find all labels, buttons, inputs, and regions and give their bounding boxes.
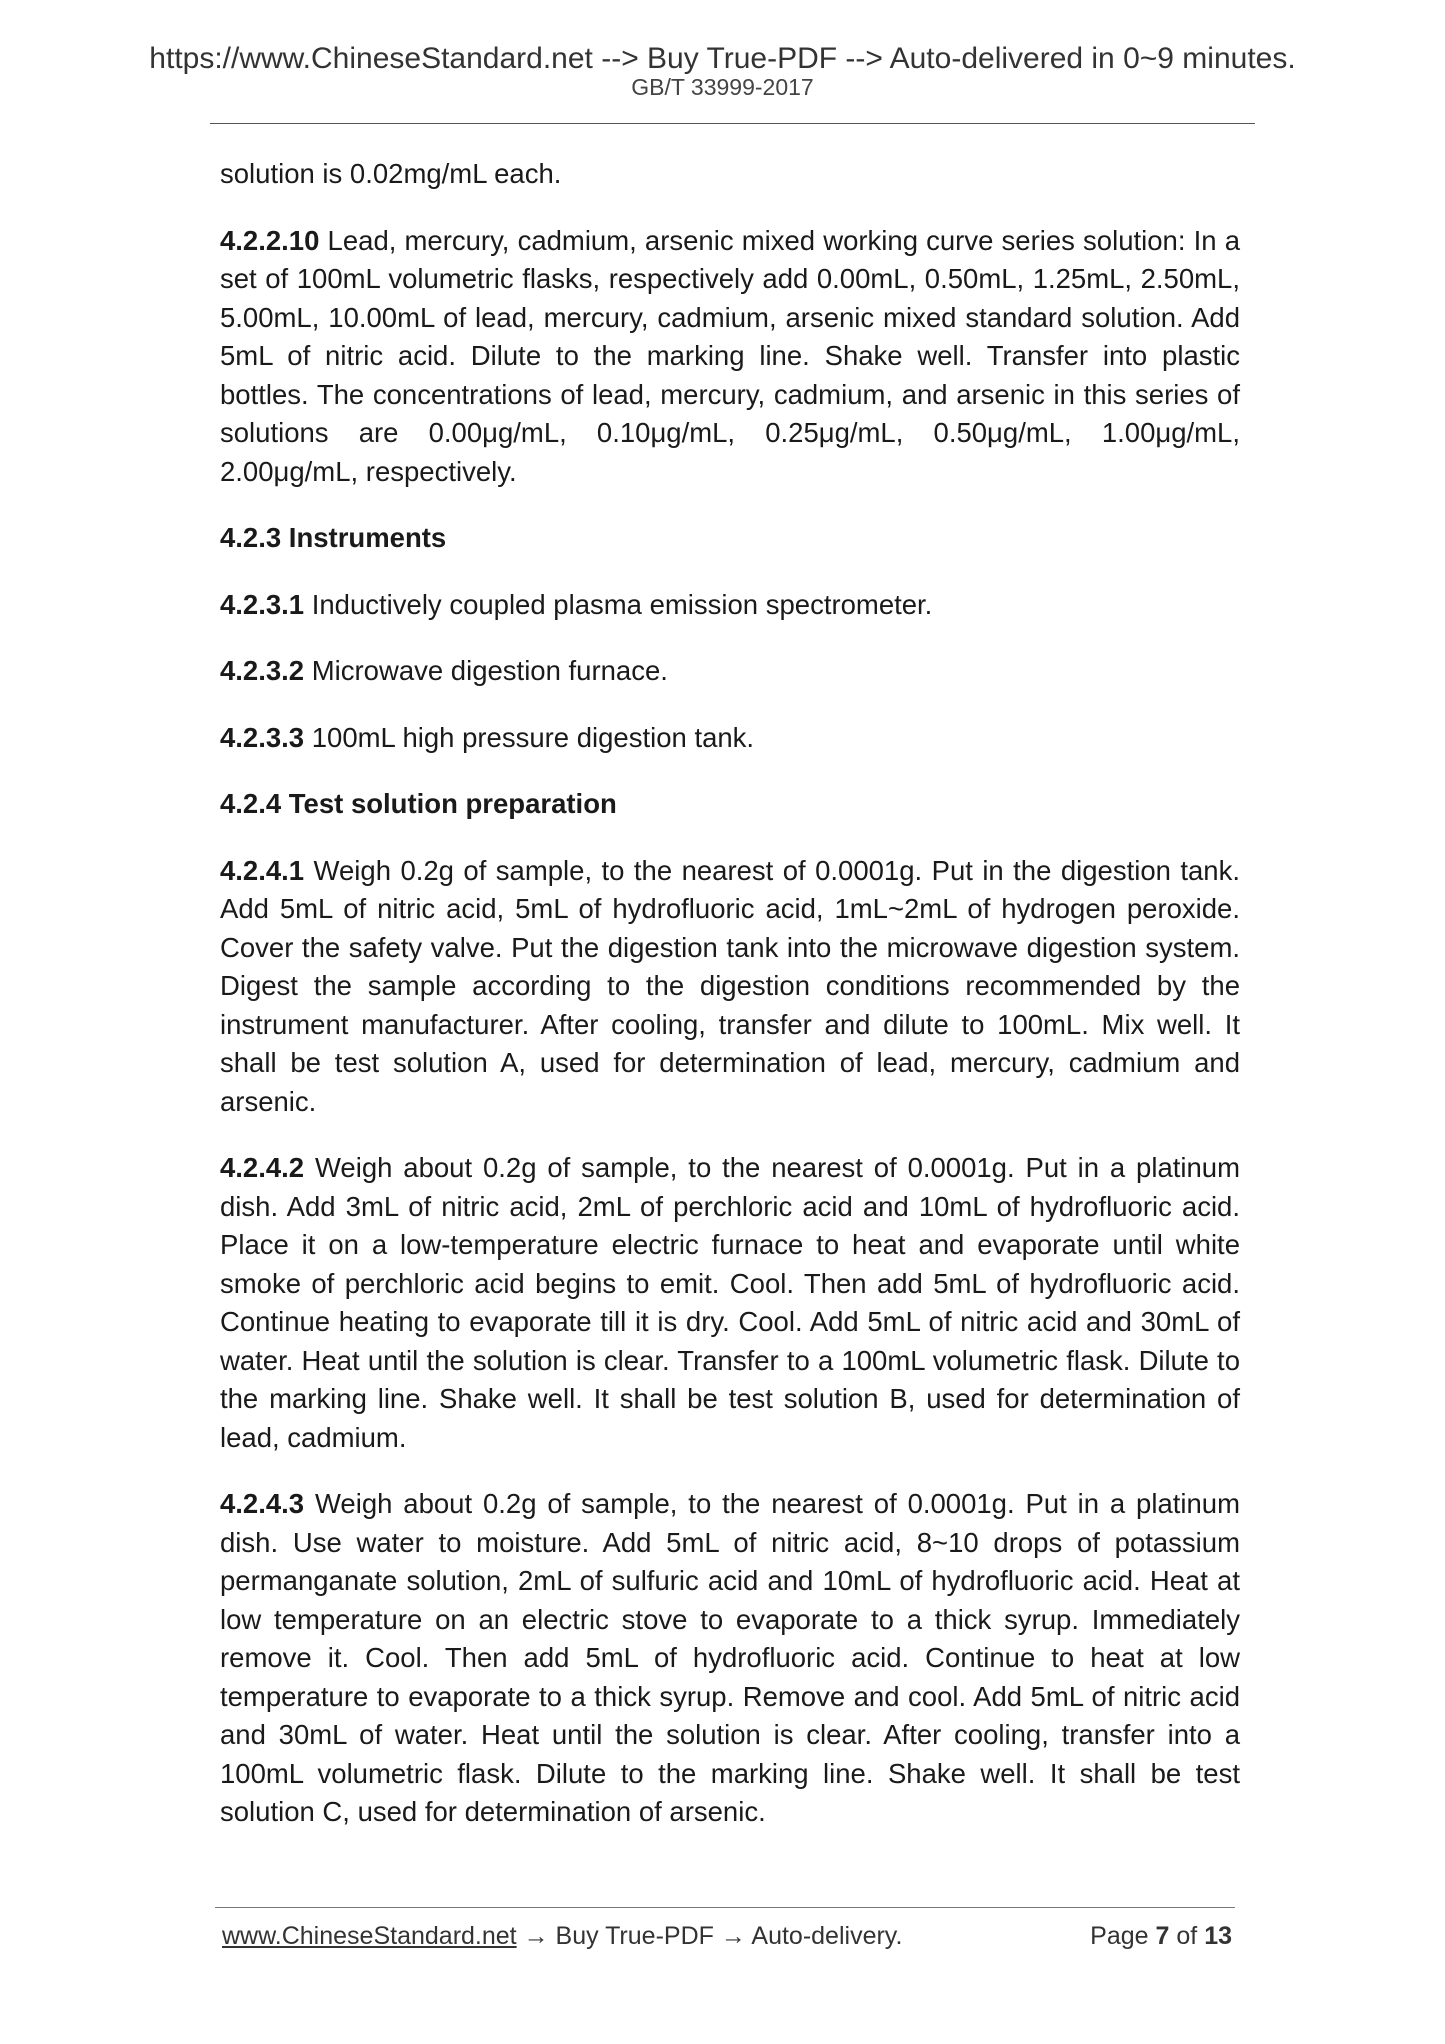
page-total: 13 (1204, 1922, 1232, 1950)
page-label: Page (1090, 1922, 1149, 1950)
clause-4-2-4-2 (220, 1149, 1240, 1457)
clause-number: 4.2.4.2 (220, 1152, 305, 1183)
paragraph-continuation: solution is 0.02mg/mL each. (220, 158, 562, 189)
footer-tagline: → Buy True-PDF → Auto-delivery. (516, 1922, 903, 1950)
document-body (220, 155, 1240, 1860)
clause-text: Lead, mercury, cadmium, arsenic mixed working curve series solution: In a set of 100mL volumetric flasks, respectively add 0.00mL, 0.50mL, 1.25mL, 2.50mL, 5.00mL, 10.00mL of lead, mercury, cadmium, arsenic mixed standard solution. Add 5mL of nitric acid. Dilute to the marking line. Shake well. Transfer into plastic bottles. The concentrations of lead, mercury, cadmium, and arsenic in this series of solutions are 0.00μg/mL, 0.10μg/mL, 0.25μg/mL, 0.50μg/mL, 1.00μg/mL, 2.00μg/mL, respectively. (220, 224, 1240, 487)
footer-divider (215, 1907, 1235, 1908)
clause-number: 4.2.3.1 (220, 588, 305, 620)
standard-code: GB/T 33999-2017 (631, 74, 814, 100)
clause-4-2-3-3 (220, 719, 1240, 758)
top-banner: https://www.ChineseStandard.net --> Buy True-PDF --> Auto-delivered in 0~9 minutes. (149, 42, 1296, 75)
clause-number: 4.2.3.3 (220, 721, 305, 753)
clause-number: 4.2.4.1 (220, 854, 305, 886)
page-counter (1090, 1918, 1232, 1954)
clause-text: Microwave digestion furnace. (304, 655, 668, 686)
clause-4-2-2-10 (220, 222, 1240, 492)
clause-4-2-4-1 (220, 852, 1240, 1122)
clause-text: Weigh about 0.2g of sample, to the nearest of 0.0001g. Put in a platinum dish. Use water to moisture. Add 5mL of nitric acid, 8~10 drops of potassium permanganate solution, 2mL of sulfuric acid and 10mL of hydrofluoric acid. Heat at low temperature on an electric stove to evaporate to a thick syrup. Immediately remove it. Cool. Then add 5mL of hydrofluoric acid. Continue to heat at low temperature to evaporate to a thick syrup. Remove and cool. Add 5mL of nitric acid and 30mL of water. Heat until the solution is clear. After cooling, transfer into a 100mL volumetric flask. Dilute to the marking line. Shake well. It shall be test solution C, used for determination of arsenic. (220, 1488, 1240, 1827)
section-heading-instruments: 4.2.3 Instruments (220, 522, 447, 553)
clause-number: 4.2.3.2 (220, 655, 305, 686)
header-divider (210, 123, 1255, 124)
clause-text: Weigh about 0.2g of sample, to the nearest of 0.0001g. Put in a platinum dish. Add 3mL of nitric acid, 2mL of perchloric acid and 10mL of hydrofluoric acid. Place it on a low-temperature electric furnace to heat and evaporate until white smoke of perchloric acid begins to emit. Cool. Then add 5mL of hydrofluoric acid. Continue heating to evaporate till it is dry. Cool. Add 5mL of nitric acid and 30mL of water. Heat until the solution is clear. Transfer to a 100mL volumetric flask. Dilute to the marking line. Shake well. It shall be test solution B, used for determination of lead, cadmium. (220, 1152, 1240, 1453)
clause-number: 4.2.2.10 (220, 224, 320, 256)
clause-4-2-3-1 (220, 586, 1240, 625)
clause-4-2-4-3 (220, 1485, 1240, 1832)
clause-4-2-3-2 (220, 652, 1240, 691)
clause-number: 4.2.4.3 (220, 1488, 305, 1519)
clause-text: Inductively coupled plasma emission spectrometer. (304, 588, 933, 620)
clause-text: 100mL high pressure digestion tank. (304, 721, 755, 753)
section-heading-test-solution: 4.2.4 Test solution preparation (220, 788, 617, 819)
clause-text: Weigh 0.2g of sample, to the nearest of 0.0001g. Put in the digestion tank. Add 5mL of nitric acid, 5mL of hydrofluoric acid, 1mL~2mL of hydrogen peroxide. Cover the safety valve. Put the digestion tank into the microwave digestion system. Digest the sample according to the digestion conditions recommended by the instrument manufacturer. After cooling, transfer and dilute to 100mL. Mix well. It shall be test solution A, used for determination of lead, mercury, cadmium and arsenic. (220, 854, 1240, 1117)
page-number: 7 (1155, 1922, 1170, 1950)
page-footer (222, 1918, 1232, 1958)
footer-site-link[interactable]: www.ChineseStandard.net (222, 1922, 517, 1950)
of-label: of (1176, 1922, 1198, 1950)
